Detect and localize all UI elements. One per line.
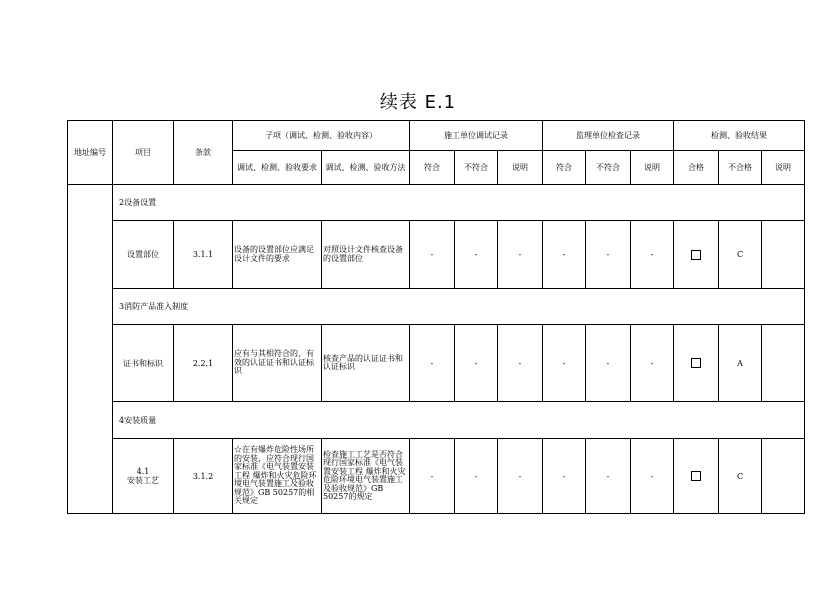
clause-cell: 3.1.2 [174,439,233,514]
r-note-cell [762,221,805,289]
header-c-nonconform: 不符合 [455,151,498,185]
fail-cell: C [719,221,762,289]
header-sub-method: 调试、检测、验收方法 [322,151,410,185]
pass-checkbox[interactable] [691,471,701,481]
header-subitem: 子项（调试、检测、验收内容） [233,121,410,151]
inspection-table [67,120,805,514]
c-note-cell: - [498,325,543,402]
fail-cell: A [719,325,762,402]
section-heading: 4安装质量 [113,402,805,439]
pass-checkbox[interactable] [691,250,701,260]
s-conform-cell: - [543,439,586,514]
fail-cell: C [719,439,762,514]
item-label: 安装工艺 [127,476,159,485]
header-s-conform: 符合 [543,151,586,185]
header-address-no: 地址编号 [68,121,113,185]
header-s-note: 说明 [631,151,674,185]
clause-cell: 3.1.1 [174,221,233,289]
requirement-cell: 应有与其相符合的、有效的认证证书和认证标识 [233,325,322,402]
pass-cell[interactable] [674,221,719,289]
s-nonconform-cell: - [586,439,631,514]
c-note-cell: - [498,439,543,514]
c-conform-cell: - [410,221,455,289]
method-cell: 核查产品的认证证书和认证标识 [322,325,410,402]
s-nonconform-cell: - [586,325,631,402]
c-note-cell: - [498,221,543,289]
clause-cell: 2.2.1 [174,325,233,402]
item-cell [113,439,174,514]
pass-cell[interactable] [674,439,719,514]
r-note-cell [762,325,805,402]
s-nonconform-cell: - [586,221,631,289]
method-cell: 检查施工工艺是否符合现行国家标准《电气装置安装工程 爆炸和火灾危险环境电气装置施工及验收规范》GB 50257的规定 [322,439,410,514]
c-nonconform-cell: - [455,325,498,402]
item-cell: 证书和标识 [113,325,174,402]
pass-checkbox[interactable] [691,358,701,368]
header-fail: 不合格 [719,151,762,185]
s-conform-cell: - [543,325,586,402]
header-pass: 合格 [674,151,719,185]
c-conform-cell: - [410,439,455,514]
item-cell: 设置部位 [113,221,174,289]
s-note-cell: - [631,221,674,289]
page-title: 续表 E.1 [379,92,457,113]
header-supervision: 监理单位检查记录 [543,121,674,151]
header-s-nonconform: 不符合 [586,151,631,185]
item-number: 4.1 [136,467,150,476]
s-note-cell: - [631,325,674,402]
c-nonconform-cell: - [455,439,498,514]
method-cell: 对照设计文件核查设备的设置部位 [322,221,410,289]
c-nonconform-cell: - [455,221,498,289]
address-no-cell [68,185,113,514]
header-clause: 条款 [174,121,233,185]
header-c-conform: 符合 [410,151,455,185]
r-note-cell [762,439,805,514]
requirement-cell: ☆在有爆炸危险性场所的安装，应符合现行国家标准《电气装置安装工程 爆炸和火灾危险环境电气装置施工及验收规范》GB 50257的相关规定 [233,439,322,514]
header-result: 检测、验收结果 [674,121,805,151]
section-heading: 2设备设置 [113,185,805,221]
s-conform-cell: - [543,221,586,289]
header-sub-requirement: 调试、检测、验收要求 [233,151,322,185]
header-r-note: 说明 [762,151,805,185]
header-item: 项目 [113,121,174,185]
header-construction: 施工单位调试记录 [410,121,543,151]
pass-cell[interactable] [674,325,719,402]
requirement-cell: 设备的设置部位应满足设计文件的要求 [233,221,322,289]
header-c-note: 说明 [498,151,543,185]
c-conform-cell: - [410,325,455,402]
s-note-cell: - [631,439,674,514]
section-heading: 3消防产品准入制度 [113,289,805,325]
